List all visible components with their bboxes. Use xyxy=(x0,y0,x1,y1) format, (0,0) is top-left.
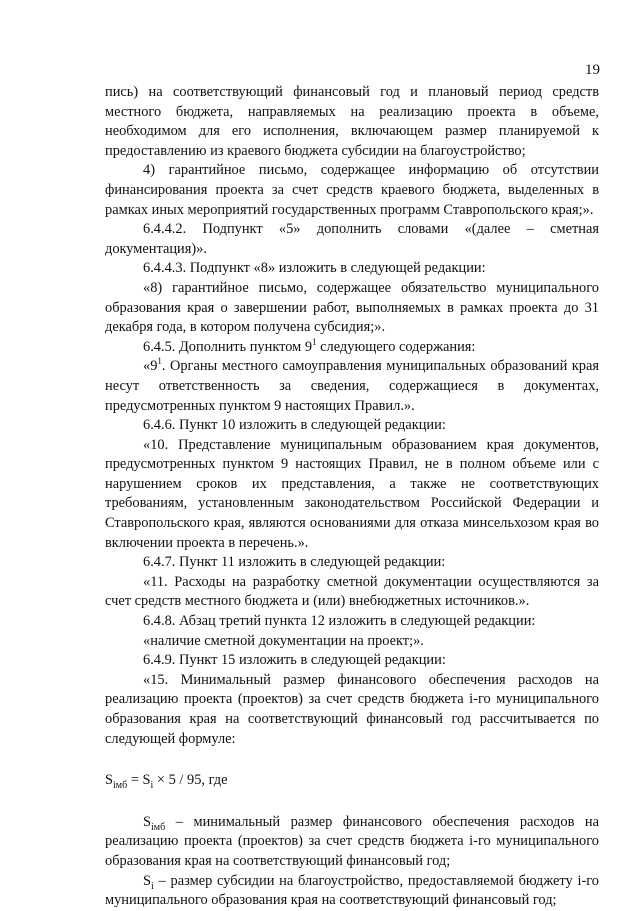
superscript: 1 xyxy=(312,336,317,347)
formula-equals: = S xyxy=(127,772,151,789)
definition-text: – минимальный размер финансового обеспечения расходов на реализацию проекта (проектов) за счет средств бюджета i-го муниципального образования края на соответствующий финансовый год; xyxy=(105,813,599,869)
text-run: «9 xyxy=(143,358,158,375)
paragraph-item-11-text: «11. Расходы на разработку сметной документации осуществляются за счет средств местного бюджета и (или) внебюджетных источников.». xyxy=(105,573,599,610)
paragraph-6-4-5 xyxy=(105,338,599,358)
paragraph-6-4-6: 6.4.6. Пункт 10 изложить в следующей редакции: xyxy=(143,417,446,434)
formula xyxy=(105,771,599,791)
paragraph-6-4-8: 6.4.8. Абзац третий пункта 12 изложить в следующей редакции: xyxy=(143,613,536,630)
document-body xyxy=(105,83,599,911)
paragraph-6-4-4-3: 6.4.4.3. Подпункт «8» изложить в следующей редакции: xyxy=(143,260,486,277)
paragraph-6-4-9: 6.4.9. Пункт 15 изложить в следующей редакции: xyxy=(143,652,446,669)
definition-s-i xyxy=(105,872,599,911)
paragraph-item-9-1-text xyxy=(105,357,599,416)
page-number: 19 xyxy=(585,62,600,78)
formula-rest: × 5 / 95, где xyxy=(153,772,228,789)
paragraph-6-4-7: 6.4.7. Пункт 11 изложить в следующей редакции: xyxy=(143,554,446,571)
superscript: 1 xyxy=(157,356,162,367)
paragraph-item-15-text: «15. Минимальный размер финансового обеспечения расходов на реализацию проекта (проектов) за счет средств бюджета i-го муниципального образования края на соответствующий финансовый год рассчитывается по следующей формуле: xyxy=(105,671,599,747)
definition-s-imb xyxy=(105,813,599,872)
symbol-subscript: i xyxy=(151,880,154,892)
paragraph-item-4: 4) гарантийное письмо, содержащее информацию об отсутствии финансирования проекта за счет средств краевого бюджета, выделенных в рамках иных мероприятий государственных программ Ставропольского края;». xyxy=(105,162,599,218)
text-run: 6.4.5. Дополнить пунктом 9 xyxy=(143,338,313,355)
paragraph-item-10-text: «10. Представление муниципальным образованием края документов, предусмотренных пунктом 9 настоящих Правил, не в полном объеме или с нарушением сроков их представления, а также не соответствующих требованиям, установленным законодательством Российской Федерации и Ставропольского края, являются основаниями для отказа минсельхозом края во включении проекта в перечень.». xyxy=(105,436,599,551)
symbol: S xyxy=(143,813,152,830)
symbol-subscript: iмб xyxy=(151,821,166,833)
definition-text: – размер субсидии на благоустройство, предоставляемой бюджету i-го муниципального образования края на соответствующий финансовый год; xyxy=(105,872,599,909)
paragraph-6-4-4-2: 6.4.4.2. Подпункт «5» дополнить словами «(далее – сметная документация)». xyxy=(105,221,599,257)
formula-lhs-subscript: iмб xyxy=(113,780,128,792)
paragraph-item-12-text: «наличие сметной документации на проект;». xyxy=(143,632,424,649)
text-run: . Органы местного самоуправления муниципальных образований края несут ответственность за сведения, содержащиеся в документах, предусмотренных пунктом 9 настоящих Правил.». xyxy=(105,358,599,414)
paragraph-continuation: пись) на соответствующий финансовый год и плановый период средств местного бюджета, направляемых на реализацию проекта в объеме, необходимом для его исполнения, включающем размер планируемой к предоставлению из краевого бюджета субсидии на благоустройство; xyxy=(105,84,599,159)
symbol: S xyxy=(143,872,152,889)
paragraph-item-8-text: «8) гарантийное письмо, содержащее обязательство муниципального образования края о завершении работ, выполняемых в рамках проекта до 31 декабря года, в котором получена субсидия;». xyxy=(105,279,599,336)
formula-lhs: S xyxy=(105,772,114,789)
text-run: следующего содержания: xyxy=(316,338,476,355)
formula-rhs-subscript: i xyxy=(150,780,154,792)
